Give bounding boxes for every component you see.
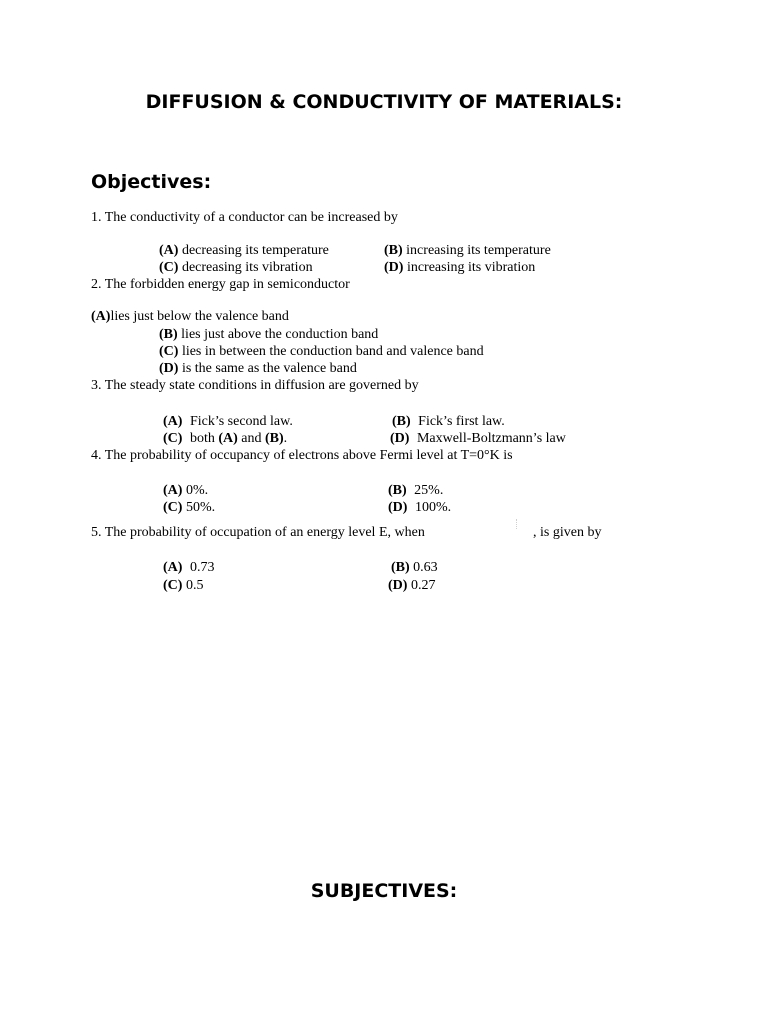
option-key: (C) bbox=[159, 344, 179, 359]
q1-option-b bbox=[384, 242, 551, 259]
objectives-heading: Objectives: bbox=[91, 171, 212, 193]
option-key: (A) bbox=[91, 309, 111, 324]
option-text: 0.27 bbox=[410, 578, 436, 593]
option-text: increasing its vibration bbox=[406, 260, 536, 275]
option-key: (A) bbox=[163, 483, 183, 498]
option-key: (D) bbox=[388, 500, 408, 515]
option-key: (C) bbox=[163, 578, 183, 593]
option-text: 100%. bbox=[414, 500, 452, 515]
option-key: (C) bbox=[163, 500, 183, 515]
option-key: (A) bbox=[163, 414, 183, 429]
question-3: 3. The steady state conditions in diffusion are governed by bbox=[91, 378, 419, 393]
page-title: DIFFUSION & CONDUCTIVITY OF MATERIALS: bbox=[145, 91, 623, 113]
question-2: 2. The forbidden energy gap in semiconductor bbox=[91, 277, 350, 292]
q4-option-a bbox=[163, 482, 208, 499]
option-text: lies in between the conduction band and valence band bbox=[181, 344, 484, 359]
option-key: (B) bbox=[392, 414, 411, 429]
q3-option-c bbox=[163, 430, 287, 447]
option-text: decreasing its temperature bbox=[181, 243, 329, 258]
option-key: (D) bbox=[388, 578, 408, 593]
option-text: Fick’s second law. bbox=[189, 414, 293, 429]
q3-option-a bbox=[163, 413, 293, 430]
question-5: 5. The probability of occupation of an energy level E, when bbox=[91, 525, 425, 540]
q5-option-d bbox=[388, 577, 435, 594]
option-key: (A) bbox=[159, 243, 179, 258]
option-text: is the same as the valence band bbox=[181, 361, 357, 376]
option-key: (A) bbox=[163, 560, 183, 575]
option-key: (D) bbox=[384, 260, 404, 275]
q5-option-c bbox=[163, 577, 203, 594]
option-text: increasing its temperature bbox=[406, 243, 551, 258]
question-5-end: , is given by bbox=[533, 525, 602, 540]
missing-equation-image bbox=[516, 519, 519, 529]
option-text: both bbox=[189, 431, 215, 446]
option-key: (B) bbox=[388, 483, 407, 498]
q2-option-b bbox=[159, 326, 378, 343]
q1-option-a bbox=[159, 242, 329, 259]
q2-option-c bbox=[159, 343, 484, 360]
option-key: (C) bbox=[159, 260, 179, 275]
q1-option-c bbox=[159, 259, 313, 276]
option-key: (D) bbox=[390, 431, 410, 446]
option-text: lies just above the conduction band bbox=[181, 327, 379, 342]
option-text: lies just below the valence band bbox=[110, 309, 289, 324]
question-4: 4. The probability of occupancy of electrons above Fermi level at T=0°K is bbox=[91, 448, 513, 463]
q4-option-b bbox=[388, 482, 443, 499]
q5-option-a bbox=[163, 559, 214, 576]
q3-option-b bbox=[392, 413, 505, 430]
option-text: 25%. bbox=[414, 483, 444, 498]
option-text: 0.73 bbox=[189, 560, 215, 575]
option-ref-b: (B) bbox=[264, 431, 284, 446]
option-key: (C) bbox=[163, 431, 183, 446]
option-text: . bbox=[283, 431, 288, 446]
option-text: 0.5 bbox=[185, 578, 204, 593]
q1-option-d bbox=[384, 259, 535, 276]
q4-option-c bbox=[163, 499, 215, 516]
option-key: (B) bbox=[159, 327, 178, 342]
question-1: 1. The conductivity of a conductor can be increased by bbox=[91, 210, 398, 225]
q2-option-d bbox=[159, 360, 357, 377]
subjectives-heading: SUBJECTIVES: bbox=[310, 880, 458, 902]
q5-option-b bbox=[391, 559, 438, 576]
option-key: (B) bbox=[384, 243, 403, 258]
option-text: decreasing its vibration bbox=[181, 260, 313, 275]
option-key: (B) bbox=[391, 560, 410, 575]
q2-option-a bbox=[91, 308, 289, 325]
option-text: 0%. bbox=[185, 483, 209, 498]
option-text: Fick’s first law. bbox=[418, 414, 505, 429]
option-key: (D) bbox=[159, 361, 179, 376]
option-text: and bbox=[241, 431, 262, 446]
option-ref-a: (A) bbox=[218, 431, 238, 446]
option-text: 0.63 bbox=[413, 560, 438, 575]
option-text: Maxwell-Boltzmann’s law bbox=[416, 431, 566, 446]
q3-option-d bbox=[390, 430, 566, 447]
option-text: 50%. bbox=[185, 500, 216, 515]
q4-option-d bbox=[388, 499, 451, 516]
